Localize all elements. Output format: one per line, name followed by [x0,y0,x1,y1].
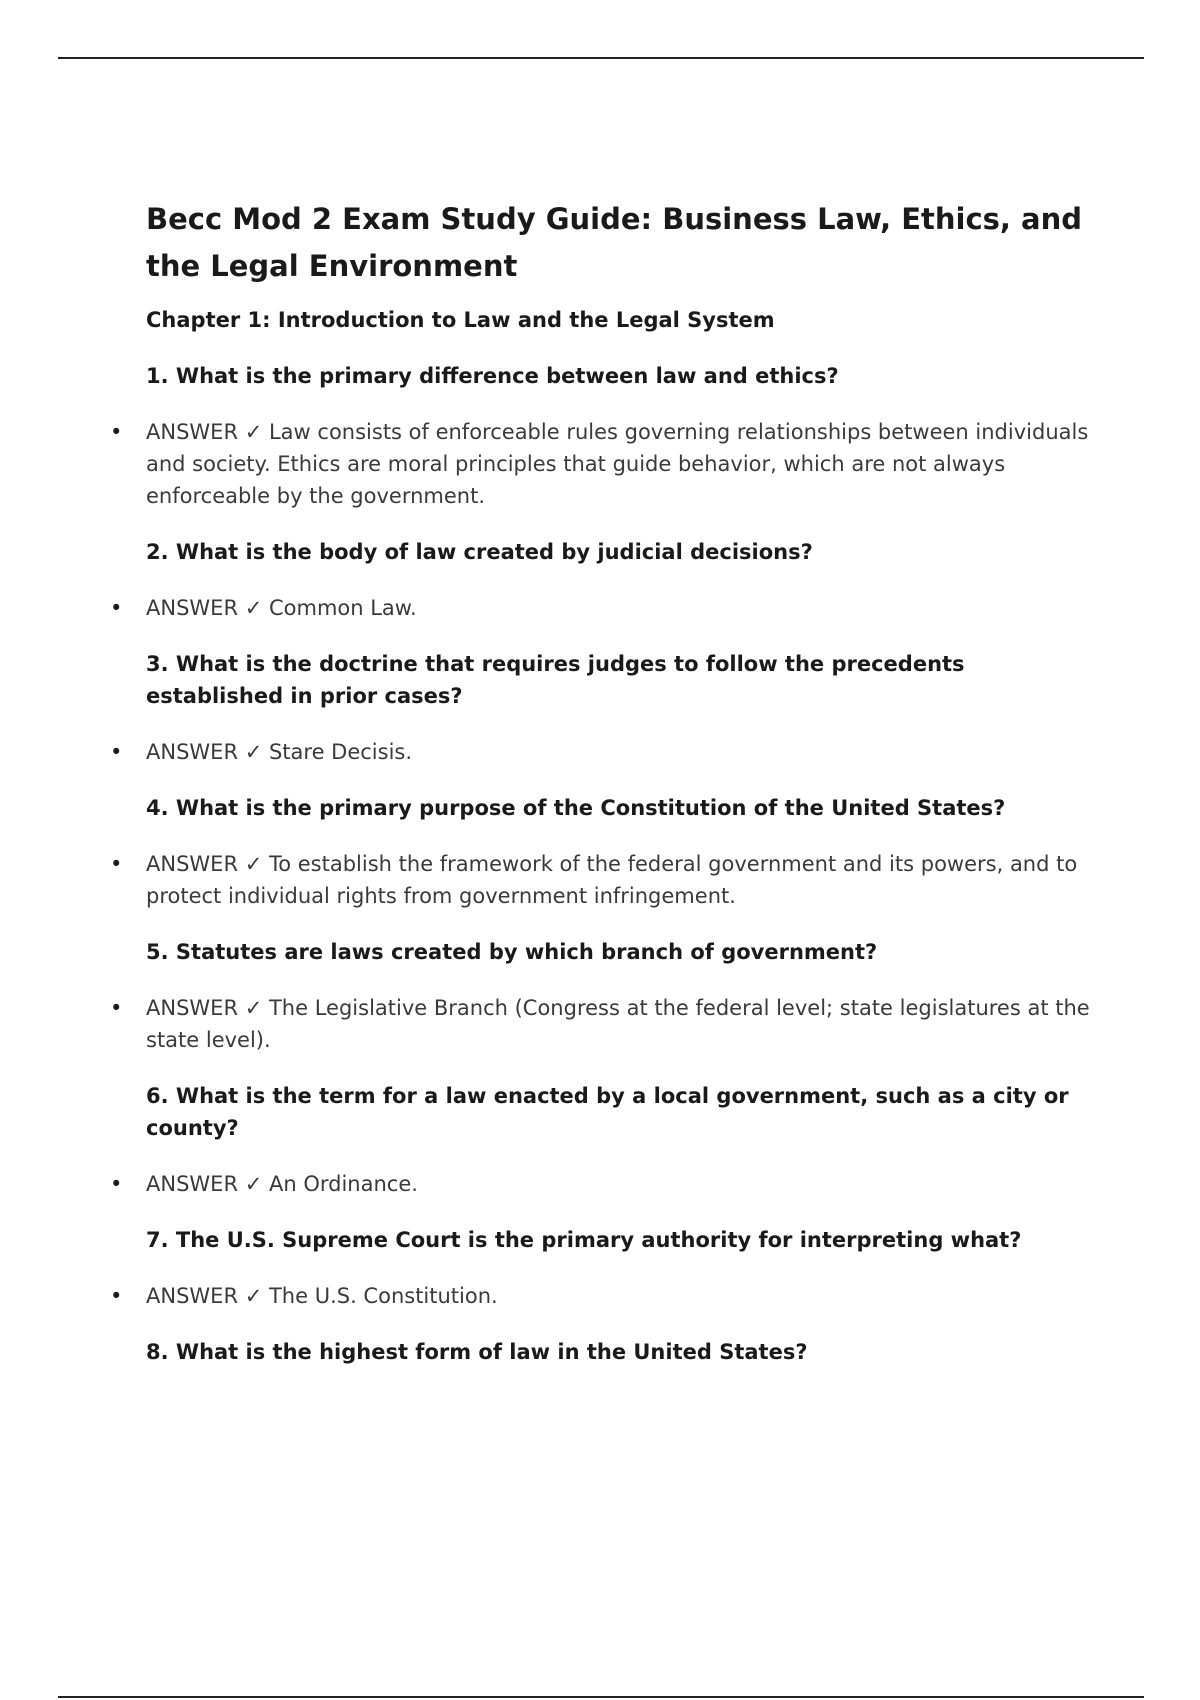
question-1: 1. What is the primary difference between law and ethics? [146,364,839,388]
answer-text: ANSWER ✓ To establish the framework of the federal government and its powers, and to protect individual rights from government infringement. [146,852,1078,908]
bullet-icon: • [110,596,123,620]
answer-4 [110,848,1096,912]
answer-5 [110,992,1096,1056]
top-rule [58,57,1144,59]
answer-7 [110,1280,1096,1312]
question-5: 5. Statutes are laws created by which branch of government? [146,940,878,964]
answer-text: ANSWER ✓ Stare Decisis. [146,740,413,764]
bullet-icon: • [110,852,123,876]
bullet-icon: • [110,740,123,764]
bullet-icon: • [110,420,123,444]
answer-text: ANSWER ✓ Common Law. [146,596,417,620]
question-3: 3. What is the doctrine that requires judges to follow the precedents established in prior cases? [146,652,965,708]
answer-2 [110,592,1096,624]
bottom-rule [58,1696,1144,1698]
chapter-heading: Chapter 1: Introduction to Law and the Legal System [146,308,775,332]
answer-1 [110,416,1096,512]
answer-text: ANSWER ✓ Law consists of enforceable rules governing relationships between individuals and society. Ethics are moral principles that guide behavior, which are not always enforceable by the government. [146,420,1089,508]
question-8: 8. What is the highest form of law in the United States? [146,1340,808,1364]
question-2: 2. What is the body of law created by judicial decisions? [146,540,813,564]
question-7: 7. The U.S. Supreme Court is the primary authority for interpreting what? [146,1228,1022,1252]
study-guide-content [110,196,1096,1392]
question-4: 4. What is the primary purpose of the Constitution of the United States? [146,796,1006,820]
answer-6 [110,1168,1096,1200]
bullet-icon: • [110,1284,123,1308]
question-6: 6. What is the term for a law enacted by a local government, such as a city or county? [146,1084,1069,1140]
answer-text: ANSWER ✓ The U.S. Constitution. [146,1284,498,1308]
document-title: Becc Mod 2 Exam Study Guide: Business Law, Ethics, and the Legal Environment [146,202,1083,283]
answer-3 [110,736,1096,768]
answer-text: ANSWER ✓ The Legislative Branch (Congress at the federal level; state legislatures at the state level). [146,996,1090,1052]
bullet-icon: • [110,996,123,1020]
answer-text: ANSWER ✓ An Ordinance. [146,1172,418,1196]
bullet-icon: • [110,1172,123,1196]
